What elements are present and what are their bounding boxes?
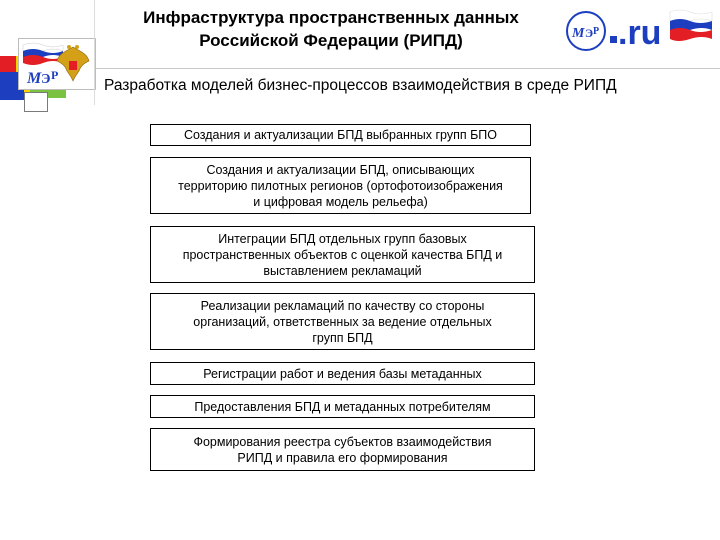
step-line: территорию пилотных регионов (ортофотоизображения [178,178,503,193]
svg-text:M: M [572,26,585,41]
process-step [150,226,535,283]
step-line: РИПД и правила его формирования [237,450,448,465]
step-line: Реализации рекламаций по качеству со стороны [200,298,485,313]
title-line-1: Инфраструктура пространственных данных [143,8,519,27]
process-step [150,293,535,350]
step-line: и цифровая модель рельефа) [253,194,428,209]
process-step [150,428,535,471]
vertical-divider [94,0,95,105]
step-line: выставлением рекламаций [263,263,422,278]
page-title [96,6,566,52]
svg-text:Р: Р [593,26,600,37]
process-step [150,395,535,418]
ru-logo [566,6,716,56]
step-line: организаций, ответственных за ведение отдельных [193,314,492,329]
ministry-logo [18,38,96,90]
step-line: Формирования реестра субъектов взаимодействия [193,434,492,449]
decor-square-white [24,92,48,112]
step-line: Регистрации работ и ведения базы метаданных [203,366,482,381]
flag-emblem-icon [19,39,95,89]
process-step [150,157,531,214]
svg-text:Э: Э [585,26,594,40]
ru-text: .ru [618,14,662,52]
decor-square-red [0,56,16,72]
step-line: Предоставления БПД и метаданных потребителям [194,399,491,414]
svg-text:M: M [27,70,42,87]
process-step [150,362,535,385]
step-line: пространственных объектов с оценкой качества БПД и [182,247,503,262]
title-line-2: Российской Федерации (РИПД) [199,31,463,50]
step-line: групп БПД [312,330,373,345]
step-line: Создания и актуализации БПД, описывающих [206,162,475,177]
svg-text:Э: Э [41,72,51,87]
svg-text:Р: Р [51,68,59,82]
step-line: Интеграции БПД отдельных групп базовых [218,231,467,246]
header-divider [96,68,720,69]
ru-domain-icon [566,6,716,56]
process-step [150,124,531,146]
step-line: Создания и актуализации БПД выбранных групп БПО [183,128,498,142]
slide-subtitle: Разработка моделей бизнес-процессов взаимодействия в среде РИПД [104,77,617,94]
